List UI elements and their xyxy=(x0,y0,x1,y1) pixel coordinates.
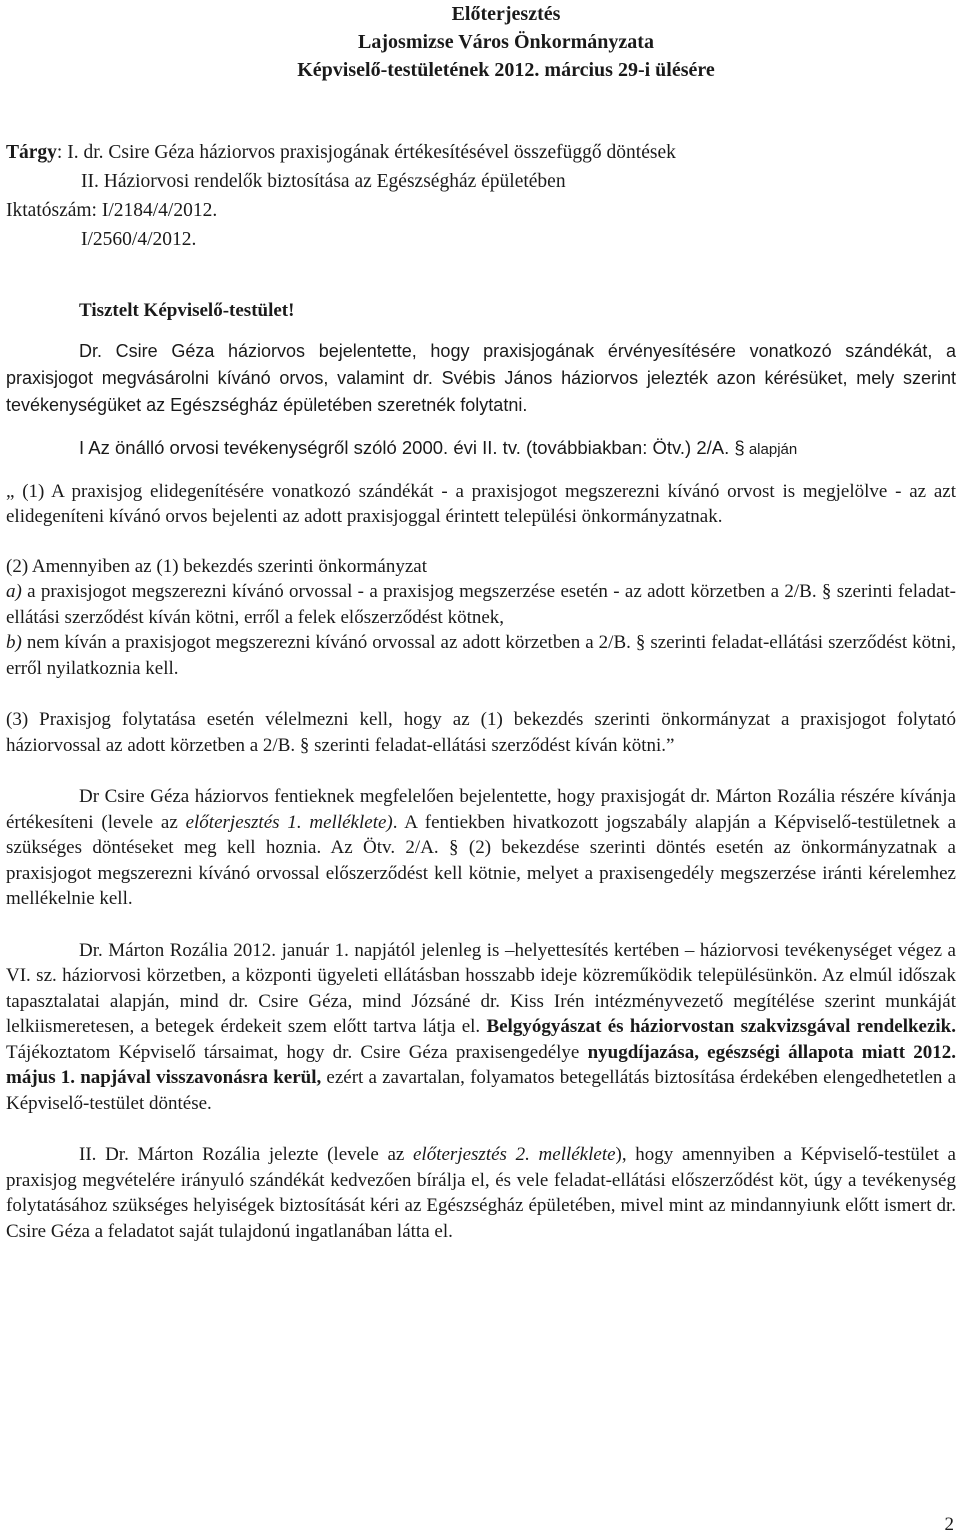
subject-block xyxy=(6,138,956,254)
reference-number-2: I/2560/4/2012. xyxy=(81,229,197,250)
reference-number: Iktatószám: I/2184/4/2012. xyxy=(6,200,218,221)
quote-paragraph-2-intro: (2) Amennyiben az (1) bekezdés szerinti önkormányzat xyxy=(6,555,428,577)
quote-paragraph-2-b: b) nem kíván a praxisjogot megszerezni kívánó orvossal az adott körzetben a 2/B. § szerinti feladat-ellátási szerződést kötni, erről nyilatkoznia kell. xyxy=(6,632,956,679)
document-header xyxy=(56,0,956,84)
subject-line-1: Tárgy: I. dr. Csire Géza háziorvos praxisjogának értékesítésével összefüggő döntések xyxy=(6,142,676,163)
header-line-1: Előterjesztés xyxy=(451,3,561,25)
subject-line-2: II. Háziorvosi rendelők biztosítása az Egészségház épületében xyxy=(81,171,566,192)
quote-paragraph-1: „ (1) A praxisjog elidegenítésére vonatkozó szándékát - a praxisjogot megszerezni kívánó orvost is megjelölve - az azt elidegeníteni kívánó orvos bejelenti az adott praxisjoggal érintett települési önkormányzatnak. xyxy=(6,480,956,527)
paragraph-premises: II. Dr. Márton Rozália jelezte (levele az előterjesztés 2. melléklete), hogy amennyiben a Képviselő-testület a praxisjog megvételére irányuló szándékát kedvezően bírálja el, és vele feladat-ellátási előszerződést köt, úgy a tevékenység folytatásához szükséges helyiségek biztosítását kéri az Egészségház épületében, mivel mint az mindannyiunk előtt ismert dr. Csire Géza a feladatot saját tulajdonú ingatlanában látta el. xyxy=(6,1144,956,1242)
page-number: 2 xyxy=(944,1514,954,1535)
salutation: Tisztelt Képviselő-testület! xyxy=(79,300,295,321)
legal-reference: I Az önálló orvosi tevékenységről szóló 2000. évi II. tv. (továbbiakban: Ötv.) 2/A. § alapján xyxy=(79,437,798,458)
paragraph-intro: Dr. Csire Géza háziorvos bejelentette, hogy praxisjogának érvényesítésére vonatkozó szándékát, a praxisjogot megvásárolni kívánó orvos, valamint dr. Svébis János háziorvos jelezték azon kérésüket, mely szerint tevékenységüket az Egészségház épületében szeretnék folytatni. xyxy=(6,341,956,415)
subject-label: Tárgy xyxy=(6,142,57,163)
paragraph-doctor-info: Dr. Márton Rozália 2012. január 1. napjától jelenleg is –helyettesítés kertében – háziorvosi tevékenységet végez a VI. sz. háziorvosi körzetben, a központi ügyeleti ellátásban hosszabb ideje közreműködik településünkön. Az elmúl időszak tapasztalatai alapján, mind dr. Csire Géza, mind Józsáné dr. Kiss Irén intézményvezető megítélése szerint munkáját lelkiismeretesen, a betegek érdekeit szem előtt tartva látja el. Belgyógyászat és háziorvostan szakvizsgával rendelkezik. Tájékoztatom Képviselő társaimat, hogy dr. Csire Géza praxisengedélye nyugdíjazása, egészségi állapota miatt 2012. május 1. napjával visszavonásra kerül, ezért a zavartalan, folyamatos betegellátás biztosítása érdekében elengedhetetlen a Képviselő-testület döntése. xyxy=(6,939,957,1114)
quote-paragraph-3: (3) Praxisjog folytatása esetén vélelmezni kell, hogy az (1) bekezdés szerinti önkormányzat a praxisjogot folytató háziorvossal az adott körzetben a 2/B. § szerinti feladat-ellátási szerződést kíván kötni.” xyxy=(6,709,956,756)
quote-paragraph-2-a: a) a praxisjogot megszerezni kívánó orvossal - a praxisjog megszerzése esetén - az adott körzetben a 2/B. § szerinti feladat-ellátási szerződést kíván kötni, erről a felek előszerződést kötnek, xyxy=(6,581,956,628)
paragraph-sale: Dr Csire Géza háziorvos fentieknek megfelelően bejelentette, hogy praxisjogát dr. Márton Rozália részére kívánja értékesíteni (levele az előterjesztés 1. melléklete). A fentiekben hivatkozott jogszabály alapján a Képviselő-testületnek a szükséges döntéseket meg kell hoznia. Az Ötv. 2/A. § (2) bekezdése szerinti döntés esetén az önkormányzatnak a praxisjogot megszerezni kívánó orvossal előszerződést kell kötnie, melyet a praxisengedély megszerzése iránti kérelemhez mellékelnie kell. xyxy=(6,786,956,909)
header-line-3: Képviselő-testületének 2012. március 29-i ülésére xyxy=(297,59,715,81)
header-line-2: Lajosmizse Város Önkormányzata xyxy=(358,31,654,53)
